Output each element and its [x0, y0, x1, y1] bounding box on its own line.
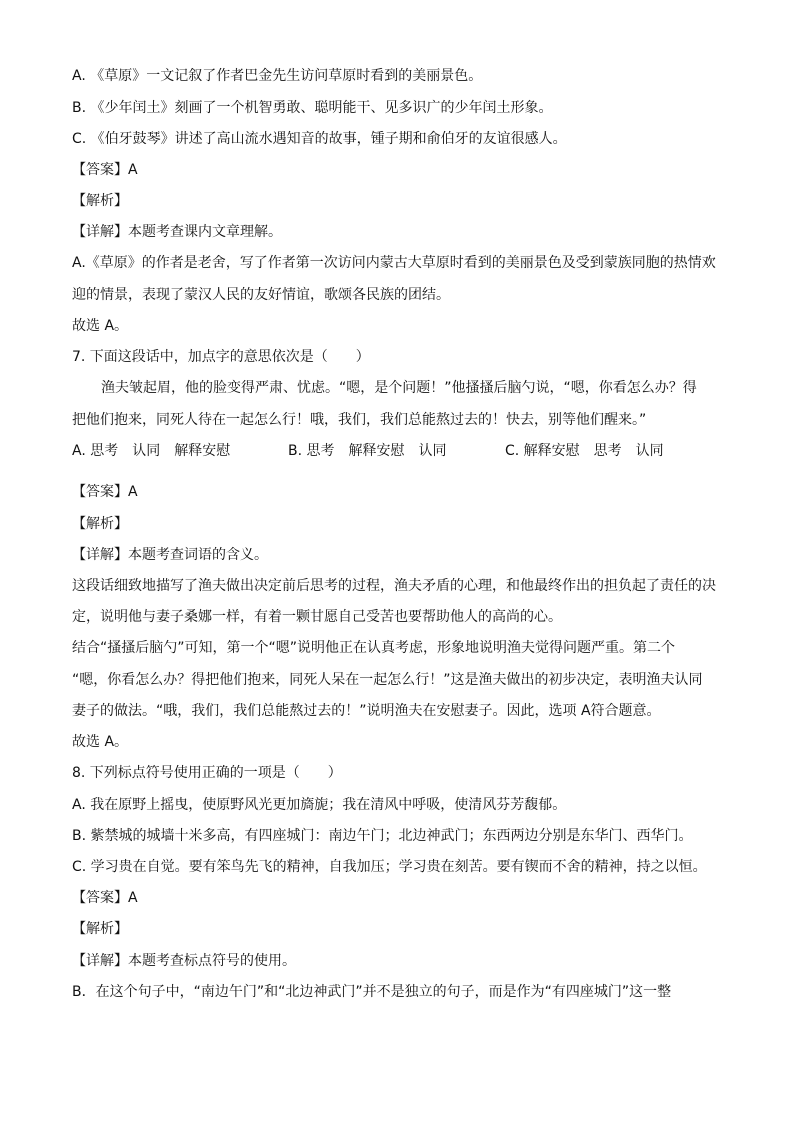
q7-option-a: A. 思考 认同 解释安慰 [72, 443, 231, 459]
q8-stem: 8. 下列标点符号使用正确的一项是（ ） [72, 765, 342, 781]
q6-explanation-line-1: A.《草原》的作者是老舍，写了作者第一次访问内蒙古大草原时看到的美丽景色及受到蒙族同胞的热情欢 [72, 255, 716, 271]
q6-detail: 【详解】本题考查课内文章理解。 [72, 224, 282, 240]
q6-analysis-label: 【解析】 [72, 193, 128, 209]
q7-stem: 7. 下面这段话中，加点字的意思依次是（ ） [72, 349, 370, 365]
q7-explanation-line-3: 结合“搔搔后脑勺”可知，第一个“嗯”说明他正在认真考虑，形象地说明渔夫觉得问题严重。第二个 [72, 640, 676, 656]
q6-option-a: A. 《草原》一文记叙了作者巴金先生访问草原时看到的美丽景色。 [72, 68, 483, 84]
q7-explanation-line-2: 定，说明他与妻子桑娜一样，有着一颗甘愿自己受苦也要帮助他人的高尚的心。 [72, 609, 562, 625]
q8-option-c: C. 学习贵在自觉。要有笨鸟先飞的精神，自我加压；学习贵在刻苦。要有锲而不舍的精神，持之以恒。 [72, 859, 707, 875]
q8-detail: 【详解】本题考查标点符号的使用。 [72, 953, 296, 969]
q8-analysis-label: 【解析】 [72, 921, 128, 937]
q8-option-a: A. 我在原野上摇曳，使原野风光更加旖旎；我在清风中呼吸，使清风芬芳馥郁。 [72, 797, 567, 813]
q7-choice: 故选 A。 [72, 734, 129, 750]
q7-option-b: B. 思考 解释安慰 认同 [288, 443, 447, 459]
q7-detail: 【详解】本题考查词语的含义。 [72, 547, 268, 563]
q7-explanation-line-1: 这段话细致地描写了渔夫做出决定前后思考的过程，渔夫矛盾的心理，和他最终作出的担负起了责任的决 [72, 578, 716, 594]
q7-explanation-line-5: 妻子的做法。“哦，我们，我们总能熬过去的！”说明渔夫在安慰妻子。因此，选项 A符合题意。 [72, 703, 661, 719]
q7-option-c: C. 解释安慰 思考 认同 [505, 443, 664, 459]
q6-answer: 【答案】A [72, 162, 138, 178]
q8-explanation-line-1: B．在这个句子中，“南边午门”和“北边神武门”并不是独立的句子，而是作为“有四座城门”这一整 [72, 984, 672, 1000]
q8-option-b: B. 紫禁城的城墙十米多高，有四座城门：南边午门；北边神武门；东西两边分别是东华门、西华门。 [72, 828, 693, 844]
q7-answer: 【答案】A [72, 484, 138, 500]
q7-explanation-line-4: “嗯，你看怎么办？得把他们抱来，同死人呆在一起怎么行！”这是渔夫做出的初步决定，表明渔夫认同 [72, 672, 703, 688]
q7-passage-line-2: 把他们抱来，同死人待在一起怎么行！哦，我们，我们总能熬过去的！快去，别等他们醒来。” [72, 412, 647, 428]
q6-option-b: B. 《少年闰土》刻画了一个机智勇敢、聪明能干、见多识广的少年闰土形象。 [72, 100, 553, 116]
q7-passage-line-1: 渔夫皱起眉，他的脸变得严肃、忧虑。“嗯，是个问题！”他搔搔后脑勺说，“嗯，你看怎么办？得 [101, 380, 697, 396]
q8-answer: 【答案】A [72, 890, 138, 906]
q6-option-c: C. 《伯牙鼓琴》讲述了高山流水遇知音的故事，锺子期和俞伯牙的友谊很感人。 [72, 131, 567, 147]
q6-explanation-line-2: 迎的情景，表现了蒙汉人民的友好情谊，歌颂各民族的团结。 [72, 287, 450, 303]
q7-analysis-label: 【解析】 [72, 516, 128, 532]
q6-choice: 故选 A。 [72, 318, 129, 334]
